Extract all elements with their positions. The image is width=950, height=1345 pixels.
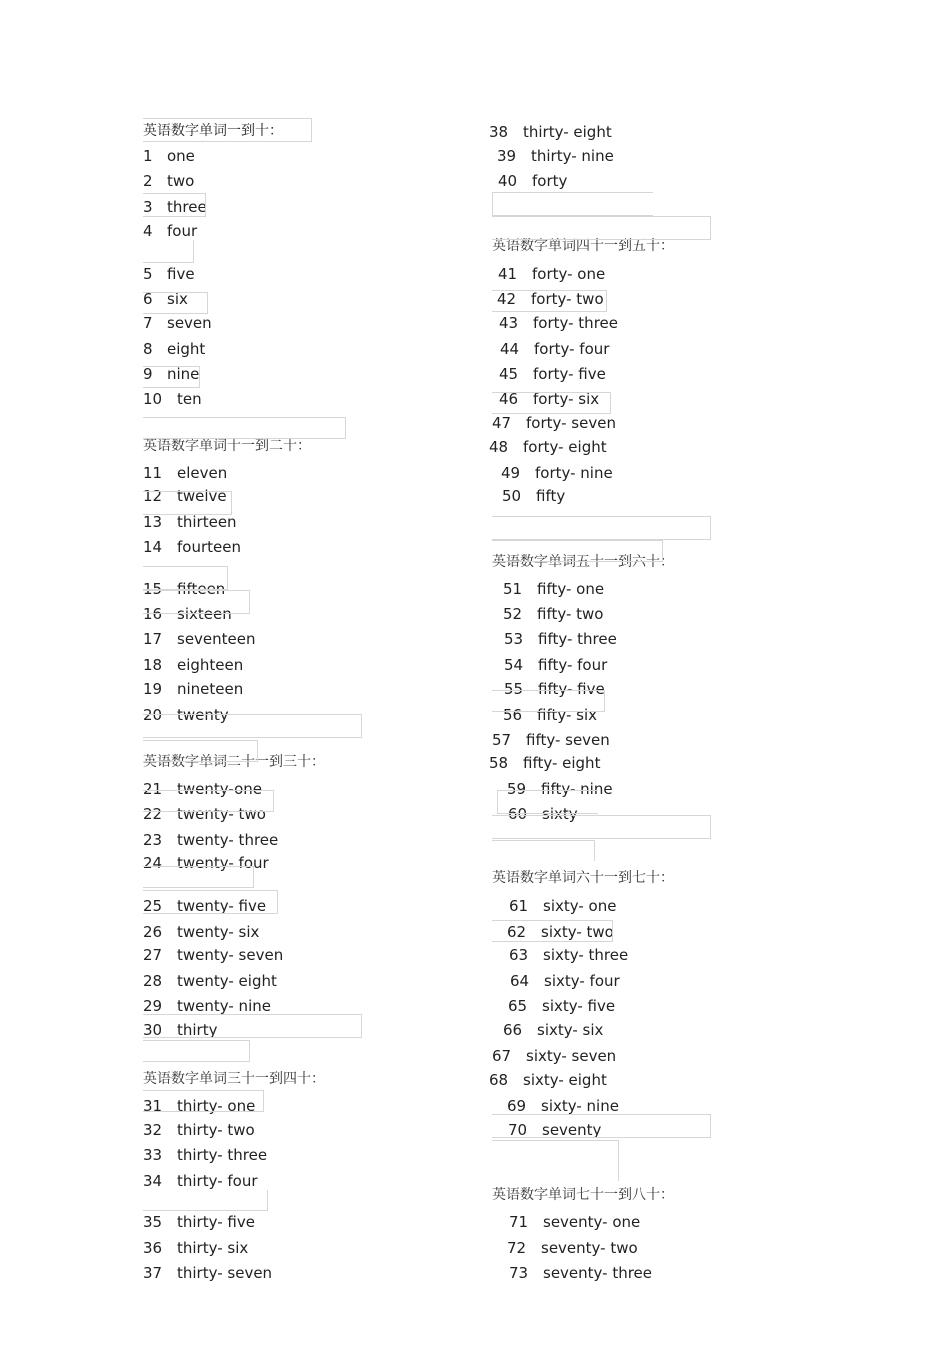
decorative-frame <box>143 1040 250 1062</box>
item-word: twenty- nine <box>177 997 271 1015</box>
list-item <box>498 172 567 190</box>
item-number: 61 <box>509 897 529 915</box>
item-word: sixty- eight <box>523 1071 607 1089</box>
item-word: seventy- two <box>541 1239 638 1257</box>
item-number: 11 <box>143 464 163 482</box>
list-item <box>143 365 199 383</box>
item-number: 21 <box>143 780 163 798</box>
list-item <box>504 630 617 648</box>
decorative-frame <box>492 1140 619 1181</box>
item-word: forty- eight <box>523 438 607 456</box>
item-word: seventeen <box>177 630 256 648</box>
item-number: 51 <box>503 580 523 598</box>
item-word: nineteen <box>177 680 244 698</box>
item-number: 24 <box>143 854 163 872</box>
item-word: twelve <box>177 487 227 505</box>
list-item <box>143 605 232 623</box>
item-word: thirty <box>177 1021 218 1039</box>
item-word: fifty- seven <box>526 731 610 749</box>
list-item <box>143 946 283 964</box>
list-item <box>143 314 212 332</box>
item-word: nine <box>167 365 200 383</box>
item-word: twenty- three <box>177 831 279 849</box>
item-number: 29 <box>143 997 163 1015</box>
list-item <box>498 265 605 283</box>
item-word: forty <box>532 172 568 190</box>
item-word: fifty- five <box>538 680 605 698</box>
item-word: eight <box>167 340 206 358</box>
item-number: 72 <box>507 1239 527 1257</box>
list-item <box>143 972 277 990</box>
list-item <box>143 1172 258 1190</box>
item-word: two <box>167 172 195 190</box>
list-item <box>507 1239 638 1257</box>
item-number: 59 <box>507 780 527 798</box>
item-word: thirty- seven <box>177 1264 273 1282</box>
item-word: sixty- five <box>542 997 616 1015</box>
item-word: thirty- one <box>177 1097 256 1115</box>
item-word: forty- six <box>533 390 600 408</box>
item-number: 58 <box>489 754 509 772</box>
item-word: sixty <box>542 805 578 823</box>
item-number: 38 <box>489 123 509 141</box>
list-item <box>143 340 205 358</box>
item-number: 41 <box>498 265 518 283</box>
item-number: 27 <box>143 946 163 964</box>
list-item <box>143 1021 217 1039</box>
list-item <box>143 198 207 216</box>
list-item <box>504 656 607 674</box>
list-item <box>143 390 202 408</box>
item-number: 48 <box>489 438 509 456</box>
item-word: seventy- three <box>543 1264 653 1282</box>
item-number: 73 <box>509 1264 529 1282</box>
item-number: 13 <box>143 513 163 531</box>
item-number: 70 <box>508 1121 528 1139</box>
list-item <box>143 630 256 648</box>
list-item <box>489 754 600 772</box>
decorative-frame <box>143 1190 268 1211</box>
item-number: 17 <box>143 630 163 648</box>
list-item <box>143 222 197 240</box>
item-word: fifty <box>536 487 566 505</box>
item-word: fourteen <box>177 538 241 556</box>
item-number: 35 <box>143 1213 163 1231</box>
item-word: forty- one <box>532 265 606 283</box>
list-item <box>507 923 614 941</box>
list-item <box>509 946 628 964</box>
item-word: forty- four <box>534 340 610 358</box>
list-item <box>143 780 262 798</box>
list-item <box>499 314 618 332</box>
list-item <box>143 805 266 823</box>
item-word: fifty- three <box>538 630 617 648</box>
list-item <box>143 487 227 505</box>
list-item <box>143 923 259 941</box>
item-word: fifty- four <box>538 656 608 674</box>
item-number: 26 <box>143 923 163 941</box>
item-number: 15 <box>143 580 163 598</box>
item-number: 54 <box>504 656 524 674</box>
list-item <box>510 972 620 990</box>
item-number: 6 <box>143 290 153 308</box>
list-item <box>143 854 269 872</box>
item-word: twenty-one <box>177 780 262 798</box>
item-number: 1 <box>143 147 153 165</box>
list-item <box>143 1121 255 1139</box>
list-item <box>143 265 195 283</box>
item-word: seventy- one <box>543 1213 641 1231</box>
section-heading-21-30: 英语数字单词二十一到三十： <box>143 754 325 770</box>
list-item <box>509 1213 640 1231</box>
item-number: 66 <box>503 1021 523 1039</box>
list-item <box>489 438 607 456</box>
item-number: 71 <box>509 1213 529 1231</box>
list-item <box>509 1264 652 1282</box>
item-word: five <box>167 265 195 283</box>
list-item <box>489 123 612 141</box>
item-word: sixty- one <box>543 897 617 915</box>
item-number: 46 <box>499 390 519 408</box>
item-word: twenty <box>177 706 229 724</box>
list-item <box>503 605 603 623</box>
item-number: 44 <box>500 340 520 358</box>
item-word: forty- nine <box>535 464 613 482</box>
item-word: forty- two <box>531 290 604 308</box>
item-word: fifty- nine <box>541 780 613 798</box>
list-item <box>143 172 194 190</box>
list-item <box>507 1097 619 1115</box>
item-word: seven <box>167 314 212 332</box>
decorative-frame <box>492 840 595 861</box>
list-item <box>500 340 609 358</box>
item-word: fifteen <box>177 580 226 598</box>
item-number: 42 <box>497 290 517 308</box>
list-item <box>143 831 278 849</box>
list-item <box>143 680 243 698</box>
item-number: 18 <box>143 656 163 674</box>
list-item <box>499 390 599 408</box>
item-word: eighteen <box>177 656 244 674</box>
list-item <box>499 365 606 383</box>
item-number: 49 <box>501 464 521 482</box>
item-number: 19 <box>143 680 163 698</box>
item-number: 12 <box>143 487 163 505</box>
item-word: three <box>167 198 207 216</box>
item-number: 9 <box>143 365 153 383</box>
item-number: 5 <box>143 265 153 283</box>
item-word: thirty- two <box>177 1121 255 1139</box>
item-word: ten <box>177 390 202 408</box>
list-item <box>497 290 604 308</box>
item-word: twenty- eight <box>177 972 277 990</box>
section-heading-51-60: 英语数字单词五十一到六十： <box>492 554 674 570</box>
item-word: four <box>167 222 198 240</box>
item-number: 28 <box>143 972 163 990</box>
item-word: twenty- seven <box>177 946 284 964</box>
item-number: 50 <box>502 487 522 505</box>
item-number: 31 <box>143 1097 163 1115</box>
item-word: thirty- eight <box>523 123 612 141</box>
item-number: 60 <box>508 805 528 823</box>
list-item <box>503 1021 603 1039</box>
decorative-frame <box>492 192 653 216</box>
item-number: 32 <box>143 1121 163 1139</box>
list-item <box>143 1097 255 1115</box>
item-number: 7 <box>143 314 153 332</box>
item-word: sixty- nine <box>541 1097 619 1115</box>
item-number: 45 <box>499 365 519 383</box>
list-item <box>504 680 605 698</box>
item-number: 68 <box>489 1071 509 1089</box>
list-item <box>143 706 229 724</box>
item-word: twenty- five <box>177 897 267 915</box>
item-word: sixty- six <box>537 1021 604 1039</box>
list-item <box>143 656 243 674</box>
list-item <box>143 897 266 915</box>
item-number: 4 <box>143 222 153 240</box>
item-word: eleven <box>177 464 228 482</box>
item-number: 64 <box>510 972 530 990</box>
list-item <box>508 1121 601 1139</box>
decorative-frame <box>143 240 194 263</box>
list-item <box>492 731 610 749</box>
item-word: thirty- four <box>177 1172 258 1190</box>
item-number: 25 <box>143 897 163 915</box>
item-number: 20 <box>143 706 163 724</box>
list-item <box>143 1239 248 1257</box>
item-number: 22 <box>143 805 163 823</box>
list-item <box>143 147 195 165</box>
list-item <box>502 487 565 505</box>
list-item <box>508 997 615 1015</box>
section-heading-41-50: 英语数字单词四十一到五十： <box>492 238 674 254</box>
list-item <box>503 706 597 724</box>
list-item <box>143 513 237 531</box>
item-number: 30 <box>143 1021 163 1039</box>
list-item <box>143 1264 272 1282</box>
section-heading-11-20: 英语数字单词十一到二十： <box>143 438 311 454</box>
list-item <box>143 1213 255 1231</box>
list-item <box>143 1146 267 1164</box>
item-number: 23 <box>143 831 163 849</box>
item-number: 3 <box>143 198 153 216</box>
item-number: 69 <box>507 1097 527 1115</box>
item-number: 62 <box>507 923 527 941</box>
item-number: 10 <box>143 390 163 408</box>
item-number: 55 <box>504 680 524 698</box>
item-word: fifty- eight <box>523 754 601 772</box>
item-number: 14 <box>143 538 163 556</box>
list-item <box>509 897 616 915</box>
list-item <box>143 464 227 482</box>
list-item <box>507 780 613 798</box>
list-item <box>508 805 578 823</box>
list-item <box>497 147 614 165</box>
item-number: 63 <box>509 946 529 964</box>
item-word: seventy <box>542 1121 602 1139</box>
list-item <box>489 1071 607 1089</box>
item-word: fifty- six <box>537 706 597 724</box>
item-word: one <box>167 147 195 165</box>
list-item <box>143 290 188 308</box>
section-heading-71-80: 英语数字单词七十一到八十： <box>492 1187 674 1203</box>
item-number: 39 <box>497 147 517 165</box>
item-word: thirty- six <box>177 1239 249 1257</box>
item-word: forty- three <box>533 314 618 332</box>
item-number: 36 <box>143 1239 163 1257</box>
decorative-frame <box>492 516 711 540</box>
list-item <box>143 538 241 556</box>
section-heading-31-40: 英语数字单词三十一到四十： <box>143 1071 325 1087</box>
item-word: sixty- seven <box>526 1047 617 1065</box>
list-item <box>492 414 616 432</box>
section-heading-1-10: 英语数字单词一到十： <box>143 123 283 139</box>
item-word: thirty- nine <box>531 147 614 165</box>
item-number: 37 <box>143 1264 163 1282</box>
item-number: 52 <box>503 605 523 623</box>
item-number: 2 <box>143 172 153 190</box>
item-word: forty- seven <box>526 414 616 432</box>
item-word: twenty- four <box>177 854 269 872</box>
item-word: thirteen <box>177 513 237 531</box>
item-number: 53 <box>504 630 524 648</box>
list-item <box>143 997 271 1015</box>
decorative-frame <box>143 417 346 439</box>
list-item <box>492 1047 616 1065</box>
item-number: 33 <box>143 1146 163 1164</box>
item-word: sixteen <box>177 605 232 623</box>
item-word: thirty- five <box>177 1213 255 1231</box>
item-number: 40 <box>498 172 518 190</box>
item-word: twenty- six <box>177 923 260 941</box>
item-word: forty- five <box>533 365 606 383</box>
item-number: 8 <box>143 340 153 358</box>
item-word: thirty- three <box>177 1146 268 1164</box>
list-item <box>143 580 225 598</box>
item-number: 57 <box>492 731 512 749</box>
item-number: 67 <box>492 1047 512 1065</box>
item-word: sixty- four <box>544 972 620 990</box>
item-number: 16 <box>143 605 163 623</box>
list-item <box>501 464 613 482</box>
item-word: sixty- two <box>541 923 614 941</box>
item-number: 47 <box>492 414 512 432</box>
item-number: 43 <box>499 314 519 332</box>
item-word: fifty- one <box>537 580 605 598</box>
item-word: twenty- two <box>177 805 266 823</box>
item-number: 34 <box>143 1172 163 1190</box>
section-heading-61-70: 英语数字单词六十一到七十： <box>492 870 674 886</box>
item-number: 65 <box>508 997 528 1015</box>
item-word: six <box>167 290 188 308</box>
item-word: fifty- two <box>537 605 604 623</box>
item-word: sixty- three <box>543 946 629 964</box>
item-number: 56 <box>503 706 523 724</box>
list-item <box>503 580 604 598</box>
